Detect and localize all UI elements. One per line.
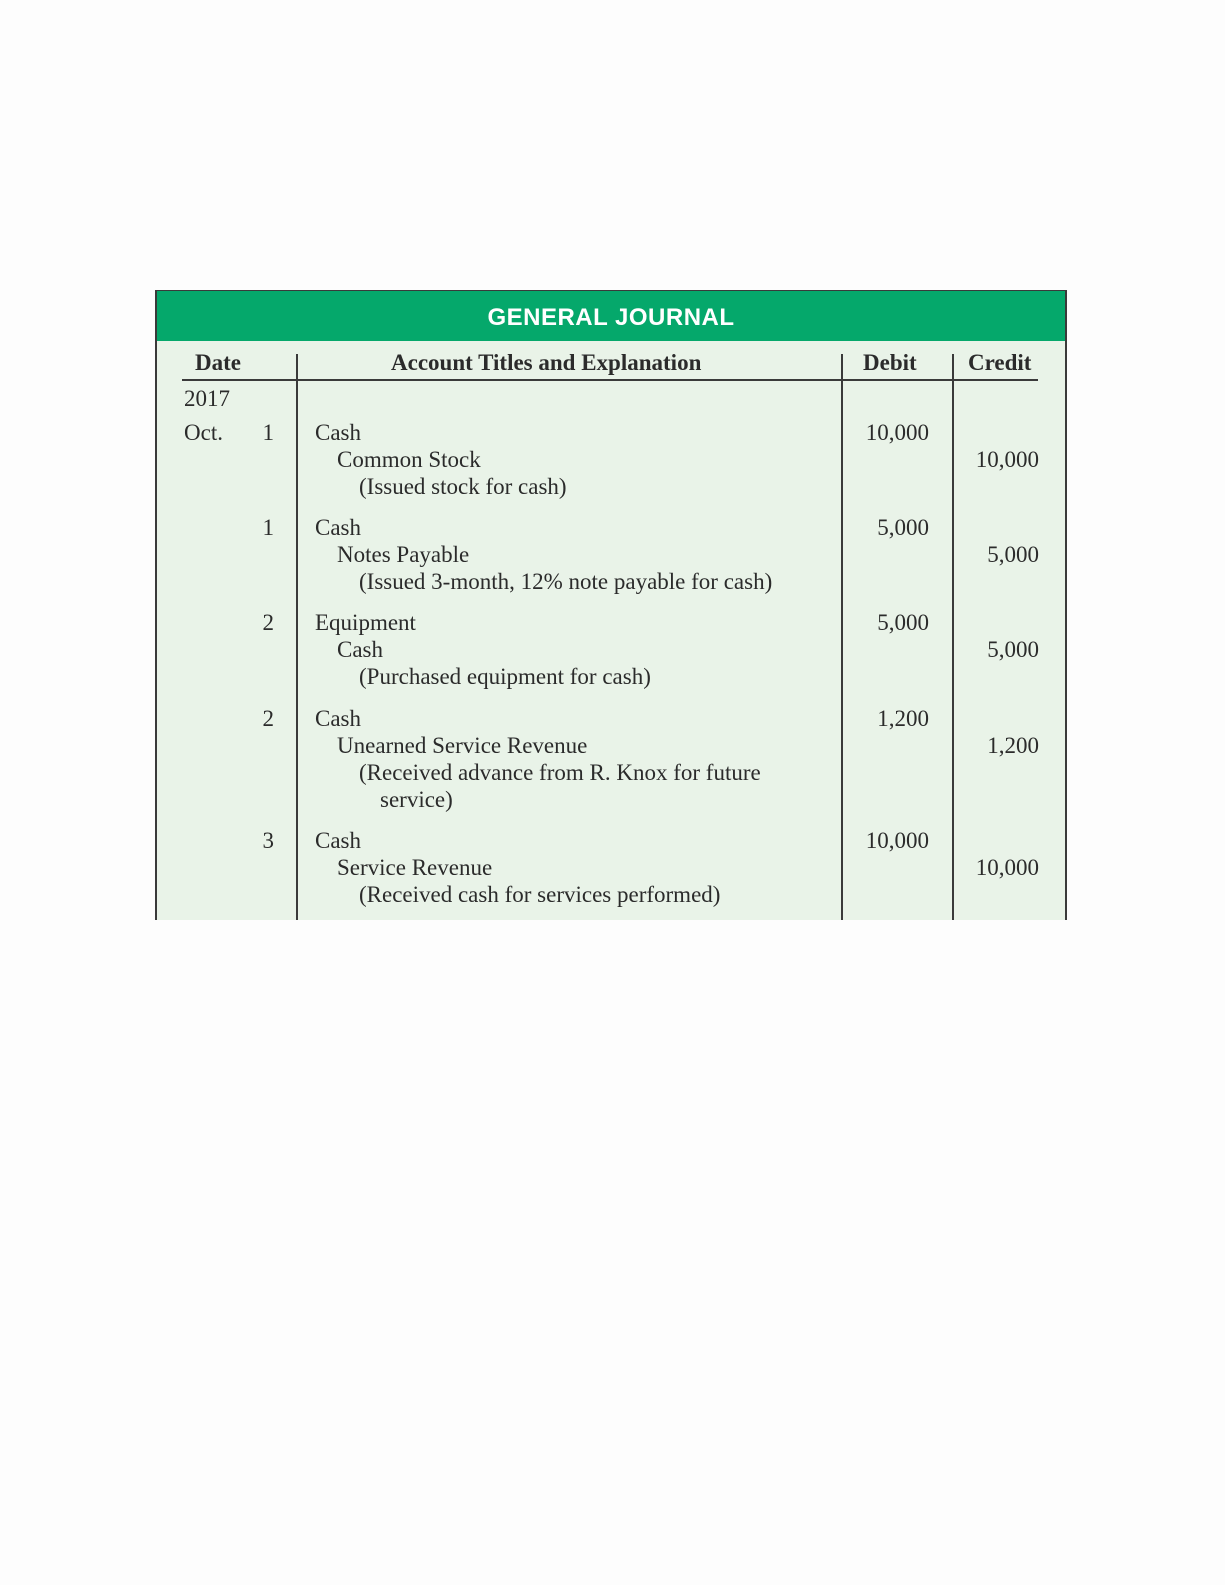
header-underline-credit <box>952 379 1038 381</box>
entry-debit-account: Cash <box>315 706 361 731</box>
journal-title: GENERAL JOURNAL <box>157 291 1065 341</box>
entry-day: 2 <box>262 706 274 731</box>
entry-debit-amount: 10,000 <box>865 420 929 445</box>
entry-debit-amount: 5,000 <box>877 610 929 635</box>
entry-explanation: (Issued 3-month, 12% note payable for cash) <box>359 569 773 594</box>
entry-credit-account: Notes Payable <box>337 542 470 567</box>
entry-day: 2 <box>262 610 274 635</box>
entry-credit-amount: 1,200 <box>987 733 1039 758</box>
header-underline-debit <box>841 379 954 381</box>
entry-credit-amount: 10,000 <box>975 447 1039 472</box>
entry-debit-amount: 1,200 <box>877 706 929 731</box>
divider-date-account <box>296 354 298 920</box>
header-account: Account Titles and Explanation <box>391 350 702 375</box>
header-debit: Debit <box>863 350 917 375</box>
entry-debit-account: Cash <box>315 420 361 445</box>
entry-credit-account: Cash <box>337 637 383 662</box>
entry-day: 1 <box>262 420 274 445</box>
entry-explanation: (Purchased equipment for cash) <box>359 664 651 689</box>
entry-day: 3 <box>262 828 274 853</box>
entry-debit-account: Cash <box>315 828 361 853</box>
general-journal-table <box>155 290 1067 920</box>
entry-credit-amount: 10,000 <box>975 855 1039 880</box>
header-date: Date <box>195 350 241 375</box>
entry-explanation: (Received cash for services performed) <box>359 882 721 907</box>
journal-year: 2017 <box>184 386 230 411</box>
entry-explanation: (Received advance from R. Knox for future <box>359 760 761 785</box>
entry-debit-amount: 5,000 <box>877 515 929 540</box>
header-underline-account <box>296 379 843 381</box>
header-underline-date <box>182 379 298 381</box>
entry-debit-account: Equipment <box>315 610 416 635</box>
divider-debit-credit <box>952 354 954 920</box>
entry-explanation-continued: service) <box>380 787 453 812</box>
header-credit: Credit <box>968 350 1032 375</box>
entry-day: 1 <box>262 515 274 540</box>
entry-explanation: (Issued stock for cash) <box>359 474 567 499</box>
journal-month: Oct. <box>184 420 223 445</box>
entry-debit-account: Cash <box>315 515 361 540</box>
entry-credit-account: Common Stock <box>337 447 481 472</box>
entry-credit-account: Unearned Service Revenue <box>337 733 588 758</box>
entry-credit-amount: 5,000 <box>987 637 1039 662</box>
entry-debit-amount: 10,000 <box>865 828 929 853</box>
entry-credit-account: Service Revenue <box>337 855 493 880</box>
entry-credit-amount: 5,000 <box>987 542 1039 567</box>
divider-account-debit <box>841 354 843 920</box>
